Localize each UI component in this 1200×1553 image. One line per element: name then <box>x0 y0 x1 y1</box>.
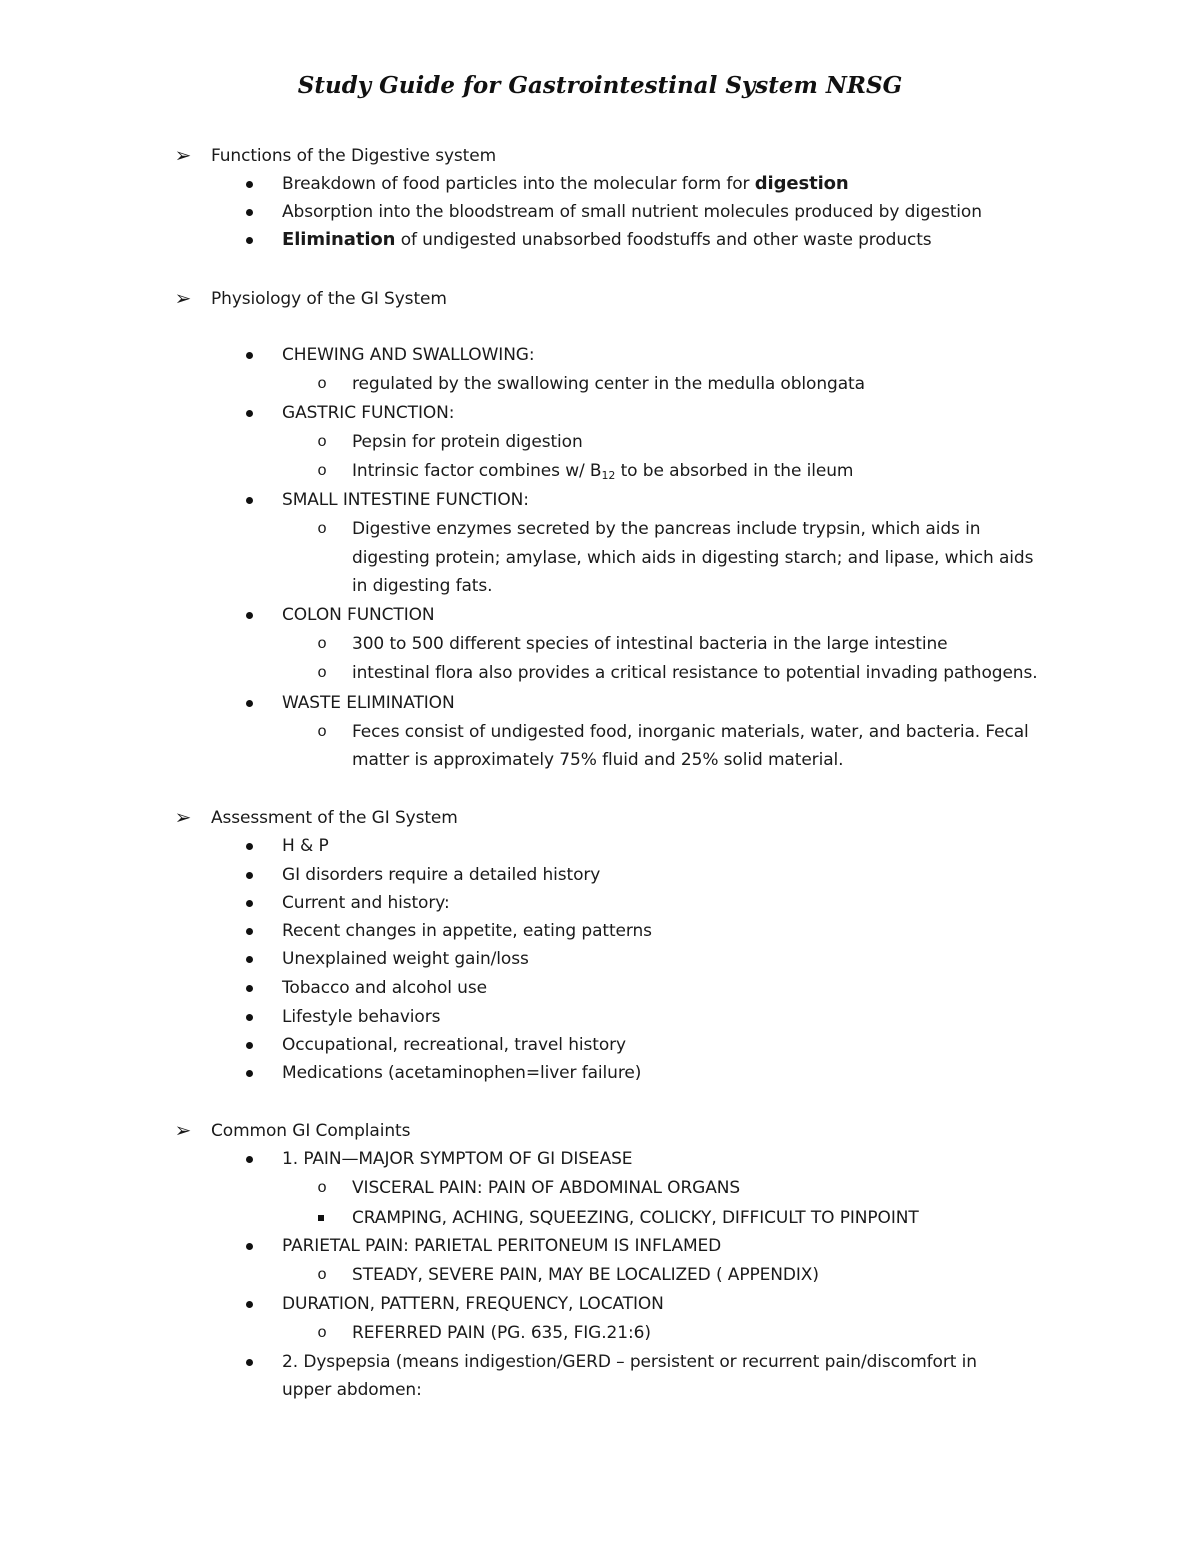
section-heading-complaints: Common GI Complaints <box>211 1121 411 1141</box>
sub-list-item-line: matter is approximately 75% fluid and 25% solid material. <box>352 750 844 770</box>
circle-bullet-icon: o <box>317 723 327 741</box>
sub-list-item-line: Feces consist of undigested food, inorganic materials, water, and bacteria. Fecal <box>352 722 1029 742</box>
circle-bullet-icon: o <box>317 1266 327 1284</box>
section-heading-functions: Functions of the Digestive system <box>211 146 497 166</box>
circle-bullet-icon: o <box>317 664 327 682</box>
list-item: SMALL INTESTINE FUNCTION: <box>282 490 529 510</box>
circle-bullet-icon: o <box>317 520 327 538</box>
arrow-bullet-icon: ➢ <box>174 805 192 829</box>
sub-list-item-line: digesting protein; amylase, which aids in digesting starch; and lipase, which aids <box>352 548 1034 568</box>
sub-list-item <box>352 460 853 482</box>
circle-bullet-icon: o <box>317 433 327 451</box>
list-item <box>282 173 849 195</box>
sub-list-item: intestinal flora also provides a critical resistance to potential invading pathogens. <box>352 663 1038 683</box>
sub-list-item: 300 to 500 different species of intestinal bacteria in the large intestine <box>352 634 948 654</box>
item-text: Intrinsic factor combines w/ B <box>352 461 602 481</box>
list-item: GASTRIC FUNCTION: <box>282 403 455 423</box>
circle-bullet-icon: o <box>317 1324 327 1342</box>
circle-bullet-icon: o <box>317 1179 327 1197</box>
list-item: Tobacco and alcohol use <box>282 978 487 998</box>
list-item: Occupational, recreational, travel history <box>282 1035 626 1055</box>
list-item: Unexplained weight gain/loss <box>282 949 529 969</box>
item-text: to be absorbed in the ileum <box>615 461 854 481</box>
sub-list-item: Pepsin for protein digestion <box>352 432 583 452</box>
circle-bullet-icon: o <box>317 462 327 480</box>
page-title: Study Guide for Gastrointestinal System NRSG <box>297 72 903 99</box>
sub-list-item: CRAMPING, ACHING, SQUEEZING, COLICKY, DIFFICULT TO PINPOINT <box>352 1208 919 1228</box>
list-item-line: upper abdomen: <box>282 1380 422 1400</box>
sub-list-item-line: in digesting fats. <box>352 576 493 596</box>
sub-list-item-line: Digestive enzymes secreted by the pancreas include trypsin, which aids in <box>352 519 981 539</box>
list-item: CHEWING AND SWALLOWING: <box>282 345 535 365</box>
arrow-bullet-icon: ➢ <box>174 286 192 310</box>
sub-list-item: REFERRED PAIN (PG. 635, FIG.21:6) <box>352 1323 651 1343</box>
list-item: H & P <box>282 836 329 856</box>
item-text: Breakdown of food particles into the molecular form for <box>282 174 755 194</box>
list-item: Absorption into the bloodstream of small nutrient molecules produced by digestion <box>282 202 982 222</box>
sub-list-item: STEADY, SEVERE PAIN, MAY BE LOCALIZED ( APPENDIX) <box>352 1265 819 1285</box>
sub-list-item: VISCERAL PAIN: PAIN OF ABDOMINAL ORGANS <box>352 1178 741 1198</box>
list-item: WASTE ELIMINATION <box>282 693 455 713</box>
item-text: of undigested unabsorbed foodstuffs and other waste products <box>395 230 932 250</box>
list-item: 1. PAIN—MAJOR SYMPTOM OF GI DISEASE <box>282 1149 633 1169</box>
list-item: Current and history: <box>282 893 450 913</box>
subscript-text: 12 <box>601 469 616 482</box>
list-item: DURATION, PATTERN, FREQUENCY, LOCATION <box>282 1294 664 1314</box>
sub-list-item: regulated by the swallowing center in the medulla oblongata <box>352 374 865 394</box>
list-item: PARIETAL PAIN: PARIETAL PERITONEUM IS INFLAMED <box>282 1236 722 1256</box>
list-item: Medications (acetaminophen=liver failure) <box>282 1063 642 1083</box>
section-heading-physiology: Physiology of the GI System <box>211 289 447 309</box>
list-item: Recent changes in appetite, eating patterns <box>282 921 652 941</box>
arrow-bullet-icon: ➢ <box>174 143 192 167</box>
list-item: Lifestyle behaviors <box>282 1007 441 1027</box>
list-item: COLON FUNCTION <box>282 605 435 625</box>
item-bold-text: digestion <box>754 173 849 194</box>
arrow-bullet-icon: ➢ <box>174 1118 192 1142</box>
item-bold-text: Elimination <box>282 229 396 250</box>
list-item <box>282 229 932 251</box>
list-item: GI disorders require a detailed history <box>282 865 601 885</box>
section-heading-assessment: Assessment of the GI System <box>211 808 458 828</box>
circle-bullet-icon: o <box>317 375 327 393</box>
circle-bullet-icon: o <box>317 635 327 653</box>
list-item-line: 2. Dyspepsia (means indigestion/GERD – persistent or recurrent pain/discomfort in <box>282 1352 977 1372</box>
